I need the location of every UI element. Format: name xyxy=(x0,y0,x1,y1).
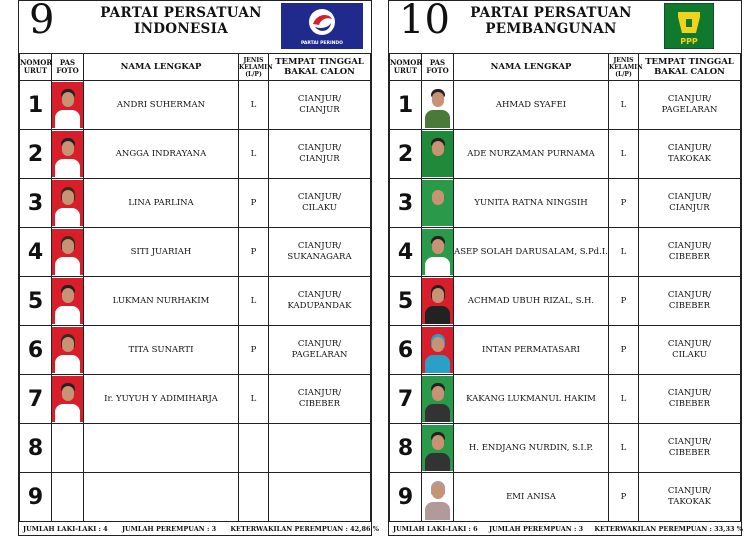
candidate-address-line2: CIBEBER xyxy=(668,301,711,311)
candidate-photo-cell xyxy=(422,81,454,130)
candidate-address xyxy=(269,375,371,424)
ppp-logo xyxy=(664,3,714,49)
candidate-address-line1: CIANJUR/ xyxy=(297,94,342,104)
candidate-photo-cell xyxy=(422,179,454,228)
candidate-number: 5 xyxy=(20,277,52,326)
svg-text:PPP: PPP xyxy=(680,37,698,46)
candidate-row xyxy=(20,130,371,179)
col-header-photo: PAS FOTO xyxy=(52,54,84,81)
party-header xyxy=(389,1,741,54)
candidate-row xyxy=(390,326,741,375)
party-name-line1: PARTAI PERSATUAN xyxy=(470,5,632,21)
candidate-row xyxy=(390,81,741,130)
candidate-photo xyxy=(422,327,453,373)
party-name-line2: INDONESIA xyxy=(134,21,228,37)
candidate-photo xyxy=(52,229,83,275)
candidate-address xyxy=(639,130,741,179)
candidate-address-line1: CIANJUR/ xyxy=(667,339,712,349)
candidate-address-line2: TAKOKAK xyxy=(668,497,711,507)
candidate-row xyxy=(20,81,371,130)
candidate-number: 8 xyxy=(390,424,422,473)
candidate-row xyxy=(390,277,741,326)
candidate-address-line1: CIANJUR/ xyxy=(667,486,712,496)
candidate-row xyxy=(390,473,741,522)
female-count: JUMLAH PEREMPUAN : 3 xyxy=(488,525,584,533)
candidate-photo-cell xyxy=(52,326,84,375)
perindo-logo xyxy=(281,3,363,49)
candidate-address xyxy=(639,424,741,473)
party-header xyxy=(19,1,371,54)
candidate-photo xyxy=(422,425,453,471)
candidate-address-line2: CIBEBER xyxy=(668,252,711,262)
candidate-photo xyxy=(52,180,83,226)
candidate-number: 9 xyxy=(20,473,52,522)
candidate-photo-cell xyxy=(52,228,84,277)
candidate-name: INTAN PERMATASARI xyxy=(454,326,609,375)
candidate-name: EMI ANISA xyxy=(454,473,609,522)
candidate-address-line2: CIBEBER xyxy=(668,448,711,458)
candidate-gender: L xyxy=(239,130,269,179)
candidate-address-line1: CIANJUR/ xyxy=(297,290,342,300)
candidate-row xyxy=(390,424,741,473)
candidate-name: ANDRI SUHERMAN xyxy=(84,81,239,130)
candidate-name: ACHMAD UBUH RIZAL, S.H. xyxy=(454,277,609,326)
candidate-address-line2: CIBEBER xyxy=(298,399,341,409)
candidate-gender: P xyxy=(609,277,639,326)
candidate-photo xyxy=(422,376,453,422)
col-header-name: NAMA LENGKAP xyxy=(454,54,609,81)
candidate-gender: L xyxy=(609,130,639,179)
female-representation: KETERWAKILAN PEREMPUAN : 33,33 % xyxy=(594,525,743,533)
candidate-number: 7 xyxy=(390,375,422,424)
candidate-address-line1: CIANJUR/ xyxy=(297,143,342,153)
candidate-photo-cell xyxy=(52,424,84,473)
candidate-row xyxy=(20,228,371,277)
candidate-row xyxy=(20,277,371,326)
party-number: 10 xyxy=(399,0,450,43)
candidate-gender xyxy=(239,424,269,473)
candidate-name xyxy=(84,424,239,473)
candidate-number: 3 xyxy=(20,179,52,228)
candidate-number: 2 xyxy=(390,130,422,179)
candidate-number: 7 xyxy=(20,375,52,424)
candidate-photo-cell xyxy=(422,473,454,522)
candidate-name: SITI JUARIAH xyxy=(84,228,239,277)
candidate-address xyxy=(639,277,741,326)
col-header-gender: JENIS KELAMIN (L/P) xyxy=(239,54,269,81)
candidate-photo xyxy=(52,131,83,177)
party-name-line1: PARTAI PERSATUAN xyxy=(100,5,262,21)
candidate-number: 5 xyxy=(390,277,422,326)
candidate-gender: P xyxy=(239,228,269,277)
candidate-name: H. ENDJANG NURDIN, S.I.P. xyxy=(454,424,609,473)
candidate-address-line2: CILAKU xyxy=(672,350,707,360)
candidate-address-line2: TAKOKAK xyxy=(668,154,711,164)
candidate-name: TITA SUNARTI xyxy=(84,326,239,375)
candidate-gender: P xyxy=(609,473,639,522)
candidate-photo-cell xyxy=(422,277,454,326)
candidate-address-line2: CILAKU xyxy=(302,203,337,213)
candidate-row xyxy=(20,326,371,375)
col-header-address: TEMPAT TINGGAL BAKAL CALON xyxy=(639,54,741,81)
candidate-photo-cell xyxy=(422,424,454,473)
candidate-address xyxy=(639,179,741,228)
candidate-gender: P xyxy=(609,179,639,228)
candidate-address xyxy=(639,81,741,130)
candidate-address xyxy=(269,473,371,522)
candidate-photo xyxy=(422,82,453,128)
candidate-row xyxy=(390,375,741,424)
candidate-address xyxy=(269,424,371,473)
candidate-photo xyxy=(52,82,83,128)
candidate-number: 6 xyxy=(390,326,422,375)
candidate-address xyxy=(269,277,371,326)
candidate-name: ANGGA INDRAYANA xyxy=(84,130,239,179)
candidate-address xyxy=(639,326,741,375)
candidate-name: LUKMAN NURHAKIM xyxy=(84,277,239,326)
candidate-photo xyxy=(422,474,453,520)
candidate-photo-cell xyxy=(52,81,84,130)
party-summary xyxy=(389,521,741,537)
candidate-address-line1: CIANJUR/ xyxy=(297,241,342,251)
candidate-address-line2: PAGELARAN xyxy=(291,350,348,360)
candidate-photo xyxy=(422,278,453,324)
candidate-number: 4 xyxy=(390,228,422,277)
candidate-address-line2: CIANJUR xyxy=(299,154,340,164)
col-header-no: NOMOR URUT xyxy=(20,54,52,81)
candidate-name: Ir. YUYUH Y ADIMIHARJA xyxy=(84,375,239,424)
candidate-address-line2: PAGELARAN xyxy=(661,105,718,115)
candidate-address-line1: CIANJUR/ xyxy=(667,290,712,300)
candidate-table xyxy=(19,53,371,522)
candidate-gender: L xyxy=(609,228,639,277)
candidate-address-line2: CIBEBER xyxy=(668,399,711,409)
col-header-gender: JENIS KELAMIN (L/P) xyxy=(609,54,639,81)
party-summary xyxy=(19,521,379,537)
candidate-address-line1: CIANJUR/ xyxy=(297,192,342,202)
candidate-gender: L xyxy=(609,424,639,473)
candidate-number: 1 xyxy=(20,81,52,130)
candidate-photo-cell xyxy=(52,130,84,179)
candidate-address-line2: SUKANAGARA xyxy=(287,252,352,262)
candidate-address-line1: CIANJUR/ xyxy=(667,143,712,153)
candidate-photo xyxy=(52,327,83,373)
candidate-address-line1: CIANJUR/ xyxy=(667,388,712,398)
candidate-name: ASEP SOLAH DARUSALAM, S.Pd.I. xyxy=(454,228,609,277)
party-name-line2: PEMBANGUNAN xyxy=(485,21,617,37)
candidate-name: LINA PARLINA xyxy=(84,179,239,228)
candidate-photo-cell xyxy=(422,326,454,375)
candidate-photo-cell xyxy=(52,179,84,228)
candidate-number: 6 xyxy=(20,326,52,375)
candidate-address-line1: CIANJUR/ xyxy=(667,94,712,104)
candidate-gender: P xyxy=(239,179,269,228)
candidate-gender: P xyxy=(609,326,639,375)
candidate-photo-cell xyxy=(422,130,454,179)
candidate-number: 8 xyxy=(20,424,52,473)
candidate-name xyxy=(84,473,239,522)
candidate-gender: P xyxy=(239,326,269,375)
candidate-gender: L xyxy=(239,375,269,424)
candidate-row xyxy=(390,179,741,228)
party-name xyxy=(81,5,281,37)
candidate-address-line2: KADUPANDAK xyxy=(287,301,352,311)
candidate-row xyxy=(20,179,371,228)
col-header-address: TEMPAT TINGGAL BAKAL CALON xyxy=(269,54,371,81)
candidate-gender: L xyxy=(609,81,639,130)
candidate-name: AHMAD SYAFEI xyxy=(454,81,609,130)
candidate-address xyxy=(269,228,371,277)
candidate-photo xyxy=(52,376,83,422)
candidate-table xyxy=(389,53,741,522)
candidate-address-line1: CIANJUR/ xyxy=(667,437,712,447)
party-name xyxy=(451,5,651,37)
candidate-address-line1: CIANJUR/ xyxy=(297,339,342,349)
candidate-address xyxy=(269,81,371,130)
candidate-row xyxy=(20,424,371,473)
candidate-row xyxy=(390,130,741,179)
candidate-row xyxy=(20,473,371,522)
candidate-photo-cell xyxy=(422,228,454,277)
col-header-no: NOMOR URUT xyxy=(390,54,422,81)
candidate-address-line2: CIANJUR xyxy=(299,105,340,115)
candidate-number: 2 xyxy=(20,130,52,179)
candidate-photo xyxy=(422,180,453,226)
candidate-name: YUNITA RATNA NINGSIH xyxy=(454,179,609,228)
candidate-row xyxy=(390,228,741,277)
candidate-photo xyxy=(422,229,453,275)
candidate-address-line1: CIANJUR/ xyxy=(667,192,712,202)
female-representation: KETERWAKILAN PEREMPUAN : 42,86 % xyxy=(230,525,379,533)
party-panel-ppp xyxy=(388,0,742,536)
candidate-address-line2: CIANJUR xyxy=(669,203,710,213)
candidate-name: ADE NURZAMAN PURNAMA xyxy=(454,130,609,179)
candidate-address xyxy=(269,130,371,179)
female-count: JUMLAH PEREMPUAN : 3 xyxy=(121,525,217,533)
candidate-number: 9 xyxy=(390,473,422,522)
male-count: JUMLAH LAKI-LAKI : 4 xyxy=(23,525,108,533)
col-header-name: NAMA LENGKAP xyxy=(84,54,239,81)
candidate-gender: L xyxy=(609,375,639,424)
candidate-photo-cell xyxy=(52,277,84,326)
candidate-gender: L xyxy=(239,81,269,130)
candidate-address xyxy=(639,228,741,277)
male-count: JUMLAH LAKI-LAKI : 6 xyxy=(393,525,478,533)
candidate-address xyxy=(639,375,741,424)
candidate-address xyxy=(269,326,371,375)
candidate-address-line1: CIANJUR/ xyxy=(667,241,712,251)
candidate-row xyxy=(20,375,371,424)
candidate-photo-cell xyxy=(52,375,84,424)
candidate-photo xyxy=(52,278,83,324)
candidate-gender xyxy=(239,473,269,522)
candidate-address xyxy=(639,473,741,522)
candidate-address xyxy=(269,179,371,228)
svg-text:PARTAI PERINDO: PARTAI PERINDO xyxy=(301,41,343,46)
candidate-number: 4 xyxy=(20,228,52,277)
party-panel-perindo xyxy=(18,0,379,536)
candidate-gender: L xyxy=(239,277,269,326)
candidate-photo-cell xyxy=(52,473,84,522)
candidate-number: 3 xyxy=(390,179,422,228)
candidate-number: 1 xyxy=(390,81,422,130)
col-header-photo: PAS FOTO xyxy=(422,54,454,81)
candidate-photo xyxy=(422,131,453,177)
candidate-address-line1: CIANJUR/ xyxy=(297,388,342,398)
candidate-name: KAKANG LUKMANUL HAKIM xyxy=(454,375,609,424)
candidate-photo-cell xyxy=(422,375,454,424)
party-number: 9 xyxy=(29,0,55,43)
